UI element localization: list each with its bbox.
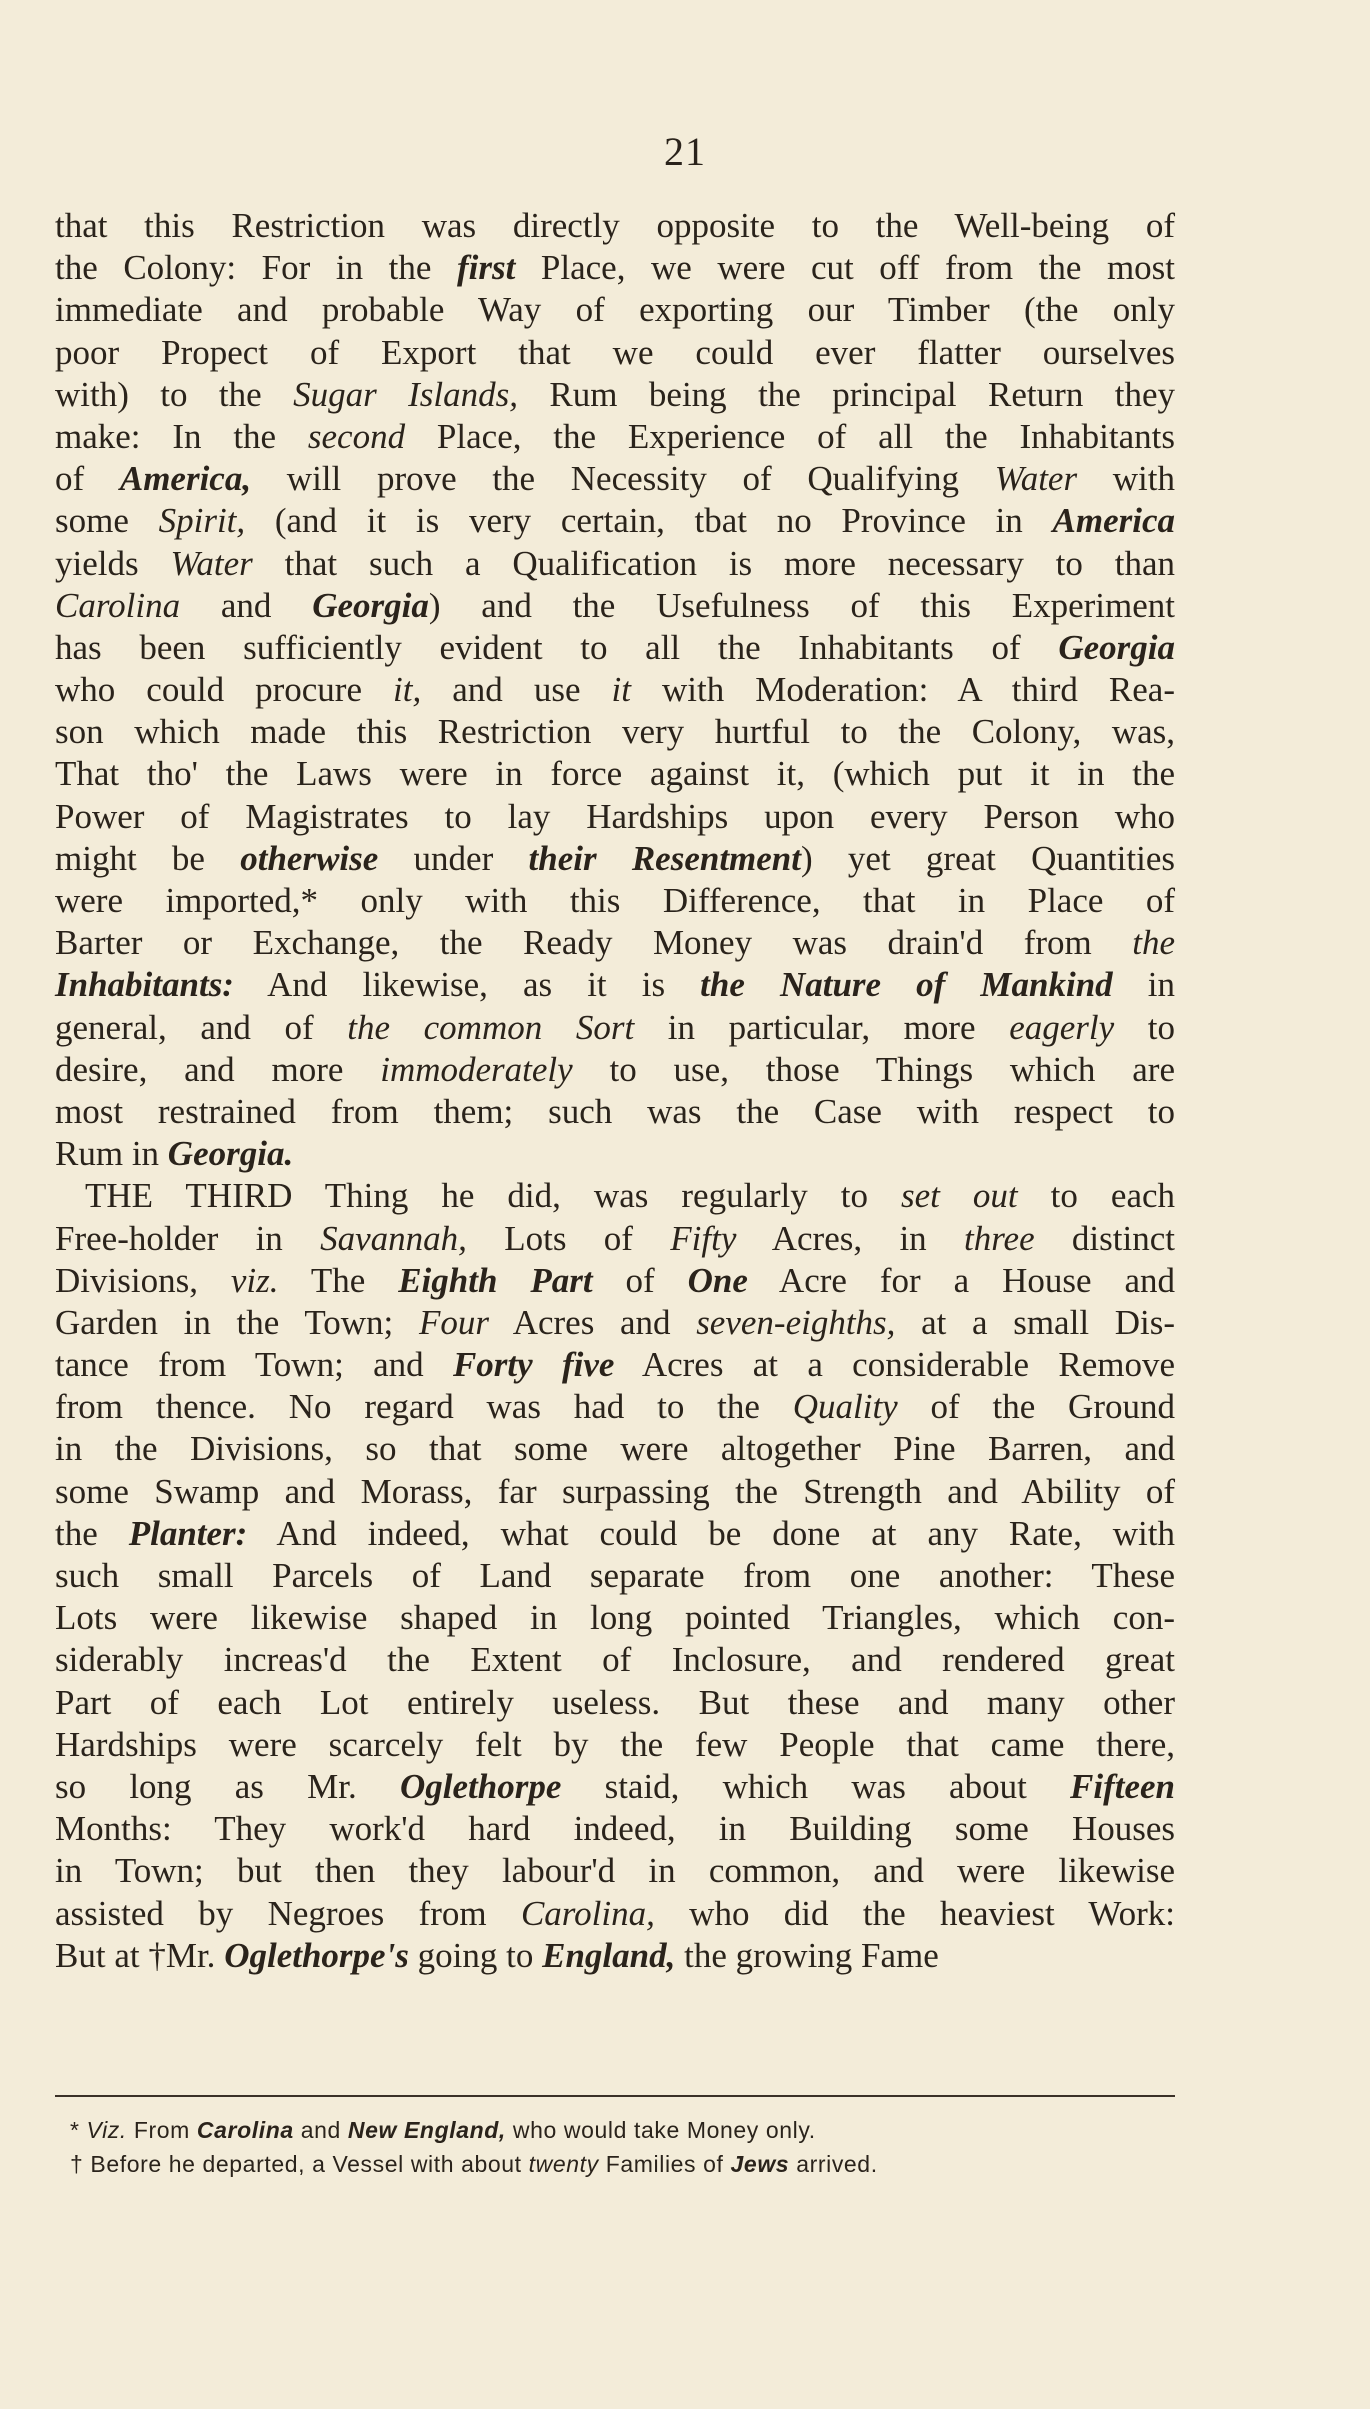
emphasized-text: it, — [393, 670, 422, 710]
text-run: tance from Town; and — [55, 1345, 453, 1385]
text-line — [55, 627, 1175, 669]
emphasized-text: the common Sort — [347, 1007, 635, 1047]
emphasized-text: England, — [542, 1935, 676, 1975]
footnotes — [70, 2113, 1150, 2181]
emphasized-text: Georgia — [1058, 627, 1175, 667]
emphasized-text: Savannah, — [320, 1218, 467, 1258]
text-line — [55, 1893, 1175, 1935]
text-run: son which made this Restriction very hurtful to the Colony, was, — [55, 712, 1175, 752]
text-run: at a small Dis- — [895, 1302, 1175, 1342]
text-run: going to — [408, 1935, 543, 1975]
emphasized-text: Oglethorpe — [399, 1766, 562, 1806]
text-line — [55, 669, 1175, 711]
text-run: staid, which was about — [561, 1766, 1071, 1806]
text-run: that this Restriction was directly opposite to the Well-being of — [55, 206, 1175, 245]
body-text — [55, 205, 1175, 1977]
text-run: general, and of — [55, 1007, 348, 1047]
text-line — [55, 543, 1175, 585]
text-run: make: In the — [55, 416, 308, 456]
text-run: desire, and more — [55, 1049, 381, 1089]
text-run: distinct — [1034, 1218, 1175, 1258]
emphasized-text: Sugar Islands, — [293, 374, 519, 414]
text-line — [55, 880, 1175, 922]
emphasized-text: the — [1132, 923, 1175, 963]
text-line — [55, 838, 1175, 880]
emphasized-text: three — [963, 1218, 1035, 1258]
emphasized-text: set out — [901, 1176, 1018, 1216]
text-run: and use — [421, 670, 612, 710]
text-line — [55, 1808, 1175, 1850]
text-line — [55, 1682, 1175, 1724]
emphasized-text: otherwise — [240, 838, 379, 878]
text-line — [55, 1766, 1175, 1808]
text-run: so long as Mr. — [55, 1766, 400, 1806]
text-run: assisted by Negroes from — [55, 1893, 521, 1933]
text-line — [55, 922, 1175, 964]
text-run: in — [1112, 965, 1175, 1005]
text-run: that such a Qualification is more necessary to than — [252, 543, 1175, 583]
emphasized-text: the Nature of Mankind — [700, 965, 1113, 1005]
emphasized-text: Carolina, — [520, 1893, 655, 1933]
text-line — [55, 1302, 1175, 1344]
text-run: Power of Magistrates to lay Hardships upon every Person who — [55, 796, 1175, 836]
page-number: 21 — [664, 129, 706, 174]
text-run: Part of each Lot entirely useless. But these and many other — [55, 1682, 1175, 1722]
text-run: such small Parcels of Land separate from one another: These — [55, 1556, 1175, 1595]
text-line — [55, 1133, 1175, 1175]
text-run: might be — [55, 838, 241, 878]
text-line — [55, 796, 1175, 838]
text-run: who would take Money only. — [505, 2117, 816, 2143]
text-run: Hardships were scarcely felt by the few People that came there, — [55, 1724, 1175, 1764]
text-run: in particular, more — [634, 1007, 1010, 1047]
text-line — [55, 964, 1175, 1006]
text-line — [55, 1724, 1175, 1766]
emphasized-text: their Resentment — [528, 838, 801, 878]
text-run: And likewise, as it is — [233, 965, 701, 1005]
text-line — [55, 1386, 1175, 1428]
text-line — [55, 1639, 1175, 1681]
text-run: (and it is very certain, tbat no Province in — [245, 501, 1053, 541]
text-line — [55, 1555, 1175, 1597]
text-line — [55, 1935, 1175, 1977]
text-line — [55, 416, 1175, 458]
text-line — [55, 1428, 1175, 1470]
text-run: Barter or Exchange, the Ready Money was drain'd from — [55, 923, 1133, 963]
emphasized-text: Viz. — [86, 2117, 127, 2143]
emphasized-text: first — [456, 248, 516, 288]
text-run: of — [592, 1260, 688, 1300]
emphasized-text: One — [687, 1260, 748, 1300]
emphasized-text: Forty five — [452, 1345, 615, 1385]
text-line — [55, 332, 1175, 374]
text-run: were imported,* only with this Difference, that in Place of — [55, 881, 1175, 920]
emphasized-text: Planter: — [128, 1513, 248, 1553]
emphasized-text: Inhabitants: — [55, 965, 234, 1005]
text-line — [55, 1260, 1175, 1302]
text-run: from thence. No regard was had to the — [55, 1387, 793, 1427]
text-run: Families of — [598, 2151, 731, 2177]
text-run: the Colony: For in the — [55, 248, 457, 288]
text-line — [55, 289, 1175, 331]
text-run: with Moderation: A third Rea- — [630, 670, 1175, 710]
text-line — [55, 1513, 1175, 1555]
text-run: Lots of — [466, 1218, 671, 1258]
footnote-line — [70, 2113, 1150, 2147]
emphasized-text: Carolina — [55, 585, 181, 625]
text-line — [55, 247, 1175, 289]
text-run: * — [70, 2117, 87, 2143]
text-run: And indeed, what could be done at any Rate, with — [247, 1513, 1175, 1553]
text-run: Months: They work'd hard indeed, in Building some Houses — [55, 1809, 1175, 1849]
text-line — [55, 1344, 1175, 1386]
text-line — [55, 458, 1175, 500]
emphasized-text: twenty — [528, 2151, 599, 2177]
text-line — [55, 1049, 1175, 1091]
text-run: who did the heaviest Work: — [654, 1893, 1175, 1933]
text-run: Acre for a House and — [747, 1260, 1175, 1300]
text-run: But at †Mr. — [55, 1935, 225, 1975]
text-run: Garden in the Town; — [55, 1302, 419, 1342]
text-run: Divisions, — [55, 1260, 231, 1300]
text-line — [55, 1850, 1175, 1892]
text-run: THE THIRD Thing he did, was regularly to — [85, 1176, 901, 1216]
text-run: with) to the — [55, 374, 294, 414]
text-run: Acres at a considerable Remove — [614, 1345, 1175, 1385]
emphasized-text: Four — [418, 1302, 489, 1342]
text-run: of — [55, 459, 120, 499]
text-line — [55, 1007, 1175, 1049]
text-line — [55, 1175, 1175, 1217]
footnote-line — [70, 2147, 1150, 2181]
emphasized-text: eagerly — [1009, 1007, 1115, 1047]
emphasized-text: Water — [170, 543, 253, 583]
text-run: † Before he departed, a Vessel with about — [70, 2151, 529, 2177]
text-run: The — [278, 1260, 399, 1300]
text-run: yields — [55, 543, 171, 583]
text-run: Rum being the principal Return they — [518, 374, 1175, 414]
text-run: in Town; but then they labour'd in common, and were likewise — [55, 1851, 1175, 1891]
emphasized-text: Jews — [730, 2151, 790, 2177]
text-run: arrived. — [789, 2151, 878, 2177]
text-run: Rum in — [55, 1134, 168, 1174]
text-line — [55, 1471, 1175, 1513]
emphasized-text: it — [611, 670, 631, 710]
text-run: of the Ground — [897, 1387, 1175, 1427]
text-run: some Swamp and Morass, far surpassing the Strength and Ability of — [55, 1471, 1175, 1511]
text-run: Lots were likewise shaped in long pointed Triangles, which con- — [55, 1598, 1175, 1638]
emphasized-text: Georgia. — [167, 1134, 294, 1174]
text-run: and — [180, 585, 313, 625]
text-line — [55, 374, 1175, 416]
emphasized-text: Spirit, — [158, 501, 246, 541]
text-run: ) and the Usefulness of this Experiment — [428, 585, 1175, 625]
text-run: Acres, in — [736, 1218, 964, 1258]
text-run: has been sufficiently evident to all the Inhabitants of — [55, 627, 1059, 667]
text-run: ) yet great Quantities — [801, 838, 1175, 878]
text-line — [55, 500, 1175, 542]
text-line — [55, 711, 1175, 753]
text-run: siderably increas'd the Extent of Inclosure, and rendered great — [55, 1640, 1175, 1680]
emphasized-text: Eighth Part — [398, 1260, 593, 1300]
text-run: From — [126, 2117, 197, 2143]
text-run: the growing Fame — [675, 1935, 939, 1975]
emphasized-text: Georgia — [312, 585, 429, 625]
text-run: That tho' the Laws were in force against it, (which put it in the — [55, 754, 1175, 794]
text-run: who could procure — [55, 670, 394, 710]
text-run: under — [378, 838, 529, 878]
text-run: and — [293, 2117, 348, 2143]
text-run: Place, we were cut off from the most — [515, 248, 1176, 288]
text-run: immediate and probable Way of exporting our Timber (the only — [55, 290, 1175, 330]
text-run: to — [1114, 1007, 1175, 1047]
text-run: Acres and — [488, 1302, 697, 1342]
text-line — [55, 585, 1175, 627]
text-run: will prove the Necessity of Qualifying — [251, 459, 995, 499]
emphasized-text: America, — [119, 459, 252, 499]
text-line — [55, 1091, 1175, 1133]
footnote-rule — [55, 2095, 1175, 2097]
text-run: the — [55, 1513, 129, 1553]
text-line — [55, 1597, 1175, 1639]
text-run: poor Propect of Export that we could ever flatter ourselves — [55, 332, 1175, 372]
text-run: in the Divisions, so that some were altogether Pine Barren, and — [55, 1429, 1175, 1469]
text-line — [55, 753, 1175, 795]
text-line — [55, 1218, 1175, 1260]
emphasized-text: Carolina — [196, 2117, 294, 2143]
text-run: most restrained from them; such was the Case with respect to — [55, 1091, 1175, 1131]
emphasized-text: Fifteen — [1070, 1766, 1175, 1806]
emphasized-text: viz. — [230, 1260, 279, 1300]
emphasized-text: America — [1052, 501, 1175, 541]
emphasized-text: Fifty — [670, 1218, 737, 1258]
emphasized-text: seven-eighths, — [696, 1302, 896, 1342]
text-run: to each — [1017, 1176, 1176, 1216]
text-line — [55, 205, 1175, 247]
text-run: Place, the Experience of all the Inhabitants — [405, 416, 1175, 456]
emphasized-text: Oglethorpe's — [224, 1935, 409, 1975]
text-run: with — [1077, 459, 1176, 499]
text-run: to use, those Things which are — [572, 1049, 1175, 1089]
emphasized-text: Quality — [792, 1387, 898, 1427]
text-run: Free-holder in — [55, 1218, 321, 1258]
emphasized-text: immoderately — [380, 1049, 573, 1089]
emphasized-text: Water — [994, 459, 1078, 499]
emphasized-text: second — [307, 416, 406, 456]
emphasized-text: New England, — [347, 2117, 506, 2143]
text-run: some — [55, 501, 159, 541]
